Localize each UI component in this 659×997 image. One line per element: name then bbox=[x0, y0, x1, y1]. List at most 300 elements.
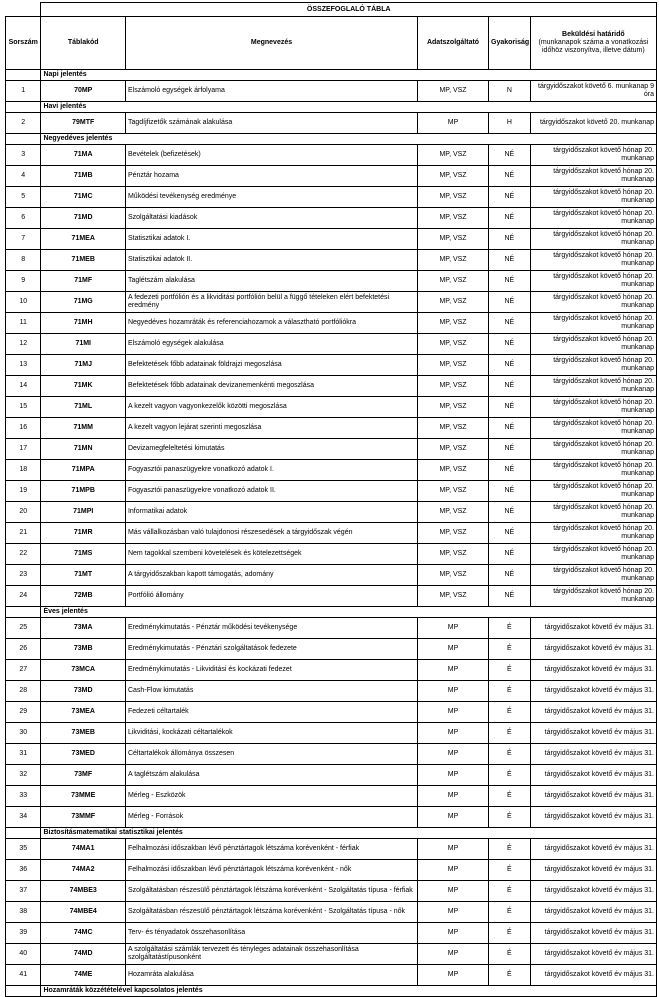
section-title: Havi jelentés bbox=[41, 102, 657, 113]
table-row bbox=[6, 271, 657, 292]
cell-tablakod: 74MD bbox=[41, 944, 126, 965]
cell-gyakorisag: É bbox=[489, 765, 531, 786]
cell-gyakorisag: NÉ bbox=[489, 523, 531, 544]
cell-hatarido: tárgyidőszakot követő hónap 20. munkanap bbox=[530, 439, 656, 460]
cell-hatarido: tárgyidőszakot követő hónap 20. munkanap bbox=[530, 292, 656, 313]
table-row bbox=[6, 923, 657, 944]
cell-adatszolgaltato: MP, VSZ bbox=[418, 481, 489, 502]
cell-sorszam: 26 bbox=[6, 639, 41, 660]
cell-gyakorisag: N bbox=[489, 81, 531, 102]
section-blank-cell bbox=[6, 70, 41, 81]
cell-adatszolgaltato: MP, VSZ bbox=[418, 439, 489, 460]
section-header-row bbox=[6, 134, 657, 145]
table-row bbox=[6, 229, 657, 250]
cell-gyakorisag: NÉ bbox=[489, 145, 531, 166]
cell-gyakorisag: NÉ bbox=[489, 166, 531, 187]
table-row bbox=[6, 618, 657, 639]
cell-megnevezes: Eredménykimutatás - Pénztári szolgáltatások fedezete bbox=[125, 639, 417, 660]
cell-gyakorisag: NÉ bbox=[489, 355, 531, 376]
table-row bbox=[6, 902, 657, 923]
cell-gyakorisag: É bbox=[489, 881, 531, 902]
cell-megnevezes: Elszámoló egységek árfolyama bbox=[125, 81, 417, 102]
cell-adatszolgaltato: MP bbox=[418, 807, 489, 828]
cell-sorszam: 7 bbox=[6, 229, 41, 250]
cell-gyakorisag: É bbox=[489, 618, 531, 639]
cell-hatarido: tárgyidőszakot követő hónap 20. munkanap bbox=[530, 418, 656, 439]
cell-hatarido: tárgyidőszakot követő év május 31. bbox=[530, 944, 656, 965]
cell-megnevezes: Terv- és tényadatok összehasonlítása bbox=[125, 923, 417, 944]
cell-tablakod: 79MTF bbox=[41, 113, 126, 134]
cell-adatszolgaltato: MP bbox=[418, 944, 489, 965]
cell-megnevezes: Statisztikai adatok II. bbox=[125, 250, 417, 271]
cell-hatarido: tárgyidőszakot követő hónap 20. munkanap bbox=[530, 229, 656, 250]
cell-tablakod: 73MCA bbox=[41, 660, 126, 681]
cell-megnevezes: Cash-Flow kimutatás bbox=[125, 681, 417, 702]
cell-hatarido: tárgyidőszakot követő év május 31. bbox=[530, 923, 656, 944]
cell-tablakod: 73MEB bbox=[41, 723, 126, 744]
cell-adatszolgaltato: MP bbox=[418, 723, 489, 744]
section-blank-cell bbox=[6, 607, 41, 618]
cell-hatarido: tárgyidőszakot követő hónap 20. munkanap bbox=[530, 376, 656, 397]
table-row bbox=[6, 376, 657, 397]
cell-gyakorisag: NÉ bbox=[489, 187, 531, 208]
cell-adatszolgaltato: MP, VSZ bbox=[418, 586, 489, 607]
cell-gyakorisag: NÉ bbox=[489, 544, 531, 565]
cell-megnevezes: A szolgáltatási számlák tervezett és tényleges adatainak összehasonlítása szolgáltatástípusonként bbox=[125, 944, 417, 965]
cell-megnevezes: Felhalmozási időszakban lévő pénztártagok létszáma korévenként - nők bbox=[125, 860, 417, 881]
cell-sorszam: 35 bbox=[6, 839, 41, 860]
cell-megnevezes: Statisztikai adatok I. bbox=[125, 229, 417, 250]
cell-hatarido: tárgyidőszakot követő hónap 20. munkanap bbox=[530, 271, 656, 292]
cell-megnevezes: A kezelt vagyon lejárat szerinti megoszlása bbox=[125, 418, 417, 439]
table-row bbox=[6, 166, 657, 187]
cell-tablakod: 74MC bbox=[41, 923, 126, 944]
cell-gyakorisag: É bbox=[489, 965, 531, 986]
table-row bbox=[6, 418, 657, 439]
cell-hatarido: tárgyidőszakot követő év május 31. bbox=[530, 702, 656, 723]
cell-hatarido: tárgyidőszakot követő hónap 20. munkanap bbox=[530, 250, 656, 271]
cell-hatarido: tárgyidőszakot követő hónap 20. munkanap bbox=[530, 187, 656, 208]
cell-sorszam: 14 bbox=[6, 376, 41, 397]
section-header-row bbox=[6, 828, 657, 839]
table-row bbox=[6, 965, 657, 986]
table-row bbox=[6, 187, 657, 208]
table-row bbox=[6, 208, 657, 229]
cell-tablakod: 71MT bbox=[41, 565, 126, 586]
cell-tablakod: 73MEA bbox=[41, 702, 126, 723]
section-title: Negyedéves jelentés bbox=[41, 134, 657, 145]
cell-adatszolgaltato: MP, VSZ bbox=[418, 355, 489, 376]
cell-tablakod: 71MS bbox=[41, 544, 126, 565]
cell-megnevezes: Portfólió állomány bbox=[125, 586, 417, 607]
cell-megnevezes: Bevételek (befizetések) bbox=[125, 145, 417, 166]
cell-gyakorisag: NÉ bbox=[489, 565, 531, 586]
cell-adatszolgaltato: MP, VSZ bbox=[418, 502, 489, 523]
cell-megnevezes: A fedezeti portfólión és a likviditási portfólión belül a függő tételeken elért befektetési eredmény bbox=[125, 292, 417, 313]
cell-adatszolgaltato: MP, VSZ bbox=[418, 166, 489, 187]
table-row bbox=[6, 765, 657, 786]
cell-megnevezes: Taglétszám alakulása bbox=[125, 271, 417, 292]
table-row bbox=[6, 439, 657, 460]
cell-tablakod: 73MME bbox=[41, 786, 126, 807]
cell-hatarido: tárgyidőszakot követő hónap 20. munkanap bbox=[530, 313, 656, 334]
cell-adatszolgaltato: MP, VSZ bbox=[418, 376, 489, 397]
cell-hatarido: tárgyidőszakot követő hónap 20. munkanap bbox=[530, 397, 656, 418]
table-row bbox=[6, 292, 657, 313]
section-header-row bbox=[6, 102, 657, 113]
cell-tablakod: 74MBE3 bbox=[41, 881, 126, 902]
cell-megnevezes: A tárgyidőszakban kapott támogatás, adomány bbox=[125, 565, 417, 586]
cell-sorszam: 2 bbox=[6, 113, 41, 134]
cell-gyakorisag: H bbox=[489, 113, 531, 134]
cell-gyakorisag: NÉ bbox=[489, 502, 531, 523]
cell-adatszolgaltato: MP bbox=[418, 681, 489, 702]
cell-sorszam: 6 bbox=[6, 208, 41, 229]
table-row bbox=[6, 544, 657, 565]
cell-adatszolgaltato: MP, VSZ bbox=[418, 292, 489, 313]
cell-sorszam: 17 bbox=[6, 439, 41, 460]
cell-sorszam: 8 bbox=[6, 250, 41, 271]
cell-adatszolgaltato: MP bbox=[418, 660, 489, 681]
cell-hatarido: tárgyidőszakot követő év május 31. bbox=[530, 681, 656, 702]
cell-gyakorisag: NÉ bbox=[489, 586, 531, 607]
cell-tablakod: 73MF bbox=[41, 765, 126, 786]
cell-hatarido: tárgyidőszakot követő év május 31. bbox=[530, 860, 656, 881]
cell-hatarido: tárgyidőszakot követő év május 31. bbox=[530, 839, 656, 860]
cell-tablakod: 71MI bbox=[41, 334, 126, 355]
section-header-row bbox=[6, 607, 657, 618]
cell-sorszam: 20 bbox=[6, 502, 41, 523]
cell-gyakorisag: É bbox=[489, 786, 531, 807]
cell-adatszolgaltato: MP, VSZ bbox=[418, 229, 489, 250]
cell-sorszam: 21 bbox=[6, 523, 41, 544]
cell-hatarido: tárgyidőszakot követő év május 31. bbox=[530, 744, 656, 765]
cell-hatarido: tárgyidőszakot követő év május 31. bbox=[530, 723, 656, 744]
section-title: Napi jelentés bbox=[41, 70, 657, 81]
cell-tablakod: 73MD bbox=[41, 681, 126, 702]
cell-gyakorisag: NÉ bbox=[489, 313, 531, 334]
cell-adatszolgaltato: MP, VSZ bbox=[418, 397, 489, 418]
cell-sorszam: 39 bbox=[6, 923, 41, 944]
cell-sorszam: 40 bbox=[6, 944, 41, 965]
cell-hatarido: tárgyidőszakot követő év május 31. bbox=[530, 786, 656, 807]
table-row bbox=[6, 481, 657, 502]
cell-sorszam: 33 bbox=[6, 786, 41, 807]
cell-gyakorisag: NÉ bbox=[489, 229, 531, 250]
cell-tablakod: 71MB bbox=[41, 166, 126, 187]
cell-gyakorisag: É bbox=[489, 723, 531, 744]
cell-sorszam: 11 bbox=[6, 313, 41, 334]
cell-tablakod: 71MK bbox=[41, 376, 126, 397]
cell-sorszam: 23 bbox=[6, 565, 41, 586]
header-gyakorisag: Gyakoriság bbox=[489, 17, 531, 70]
cell-adatszolgaltato: MP, VSZ bbox=[418, 565, 489, 586]
cell-tablakod: 71MJ bbox=[41, 355, 126, 376]
cell-gyakorisag: NÉ bbox=[489, 481, 531, 502]
cell-tablakod: 71MPI bbox=[41, 502, 126, 523]
cell-hatarido: tárgyidőszakot követő év május 31. bbox=[530, 618, 656, 639]
cell-megnevezes: Devizamegfeleltetési kimutatás bbox=[125, 439, 417, 460]
cell-gyakorisag: NÉ bbox=[489, 292, 531, 313]
cell-tablakod: 74MA1 bbox=[41, 839, 126, 860]
cell-tablakod: 72MB bbox=[41, 586, 126, 607]
cell-sorszam: 10 bbox=[6, 292, 41, 313]
cell-adatszolgaltato: MP, VSZ bbox=[418, 460, 489, 481]
cell-megnevezes: Nem tagokkal szembeni követelések és kötelezettségek bbox=[125, 544, 417, 565]
cell-megnevezes: Eredménykimutatás - Pénztár működési tevékenysége bbox=[125, 618, 417, 639]
table-row bbox=[6, 881, 657, 902]
header-bekuldesi-title: Beküldési határidő bbox=[562, 31, 625, 38]
cell-gyakorisag: É bbox=[489, 923, 531, 944]
table-row bbox=[6, 145, 657, 166]
cell-adatszolgaltato: MP, VSZ bbox=[418, 313, 489, 334]
cell-gyakorisag: É bbox=[489, 744, 531, 765]
cell-megnevezes: Felhalmozási időszakban lévő pénztártagok létszáma korévenként - férfiak bbox=[125, 839, 417, 860]
cell-tablakod: 71MA bbox=[41, 145, 126, 166]
cell-megnevezes: Más vállalkozásban való tulajdonosi részesedések a tárgyidőszak végén bbox=[125, 523, 417, 544]
header-bekuldesi bbox=[530, 17, 656, 70]
header-tablakod: Táblakód bbox=[41, 17, 126, 70]
header-bekuldesi-sub: (munkanapok száma a vonatkozási időhöz viszonyítva, illetve dátum) bbox=[538, 39, 649, 54]
section-blank-cell bbox=[6, 134, 41, 145]
cell-tablakod: 71MM bbox=[41, 418, 126, 439]
table-row bbox=[6, 523, 657, 544]
cell-gyakorisag: NÉ bbox=[489, 334, 531, 355]
cell-sorszam: 5 bbox=[6, 187, 41, 208]
cell-hatarido: tárgyidőszakot követő év május 31. bbox=[530, 965, 656, 986]
cell-tablakod: 71MR bbox=[41, 523, 126, 544]
section-header-row bbox=[6, 986, 657, 997]
cell-sorszam: 19 bbox=[6, 481, 41, 502]
cell-sorszam: 13 bbox=[6, 355, 41, 376]
cell-megnevezes: Céltartalékok állománya összesen bbox=[125, 744, 417, 765]
table-row bbox=[6, 660, 657, 681]
header-megnevezes: Megnevezés bbox=[125, 17, 417, 70]
cell-adatszolgaltato: MP, VSZ bbox=[418, 187, 489, 208]
header-adatszolgaltato: Adatszolgáltató bbox=[418, 17, 489, 70]
cell-adatszolgaltato: MP bbox=[418, 881, 489, 902]
cell-sorszam: 15 bbox=[6, 397, 41, 418]
cell-tablakod: 71MEA bbox=[41, 229, 126, 250]
cell-gyakorisag: NÉ bbox=[489, 271, 531, 292]
cell-adatszolgaltato: MP bbox=[418, 765, 489, 786]
table-row bbox=[6, 334, 657, 355]
cell-adatszolgaltato: MP, VSZ bbox=[418, 250, 489, 271]
table-row bbox=[6, 502, 657, 523]
cell-hatarido: tárgyidőszakot követő 20. munkanap bbox=[530, 113, 656, 134]
cell-adatszolgaltato: MP bbox=[418, 923, 489, 944]
table-row bbox=[6, 81, 657, 102]
table-row bbox=[6, 839, 657, 860]
cell-adatszolgaltato: MP bbox=[418, 618, 489, 639]
cell-tablakod: 74ME bbox=[41, 965, 126, 986]
section-title: Hozamráták közzétételével kapcsolatos jelentés bbox=[41, 986, 657, 997]
cell-megnevezes: Likviditási, kockázati céltartalékok bbox=[125, 723, 417, 744]
section-header-row bbox=[6, 70, 657, 81]
cell-adatszolgaltato: MP bbox=[418, 860, 489, 881]
summary-table bbox=[5, 2, 657, 997]
cell-adatszolgaltato: MP, VSZ bbox=[418, 271, 489, 292]
cell-tablakod: 71MPB bbox=[41, 481, 126, 502]
table-row bbox=[6, 639, 657, 660]
cell-gyakorisag: É bbox=[489, 639, 531, 660]
table-row bbox=[6, 250, 657, 271]
cell-tablakod: 70MP bbox=[41, 81, 126, 102]
cell-megnevezes: Befektetések főbb adatainak földrajzi megoszlása bbox=[125, 355, 417, 376]
cell-megnevezes: Fedezeti céltartalék bbox=[125, 702, 417, 723]
cell-adatszolgaltato: MP bbox=[418, 965, 489, 986]
section-blank-cell bbox=[6, 828, 41, 839]
table-row bbox=[6, 723, 657, 744]
cell-hatarido: tárgyidőszakot követő év május 31. bbox=[530, 660, 656, 681]
cell-gyakorisag: É bbox=[489, 807, 531, 828]
cell-sorszam: 22 bbox=[6, 544, 41, 565]
cell-hatarido: tárgyidőszakot követő hónap 20. munkanap bbox=[530, 334, 656, 355]
cell-hatarido: tárgyidőszakot követő hónap 20. munkanap bbox=[530, 166, 656, 187]
cell-sorszam: 31 bbox=[6, 744, 41, 765]
section-title: Éves jelentés bbox=[41, 607, 657, 618]
cell-hatarido: tárgyidőszakot követő év május 31. bbox=[530, 765, 656, 786]
cell-tablakod: 71ML bbox=[41, 397, 126, 418]
cell-gyakorisag: É bbox=[489, 902, 531, 923]
table-row bbox=[6, 355, 657, 376]
cell-tablakod: 71MEB bbox=[41, 250, 126, 271]
cell-adatszolgaltato: MP bbox=[418, 113, 489, 134]
cell-gyakorisag: É bbox=[489, 860, 531, 881]
cell-megnevezes: Szolgáltatásban részesülő pénztártagok létszáma korévenként - Szolgáltatás típusa - férfiak bbox=[125, 881, 417, 902]
cell-megnevezes: Tagdíjfizetők számának alakulása bbox=[125, 113, 417, 134]
cell-sorszam: 9 bbox=[6, 271, 41, 292]
cell-adatszolgaltato: MP bbox=[418, 839, 489, 860]
table-row bbox=[6, 786, 657, 807]
cell-sorszam: 27 bbox=[6, 660, 41, 681]
cell-megnevezes: Mérleg - Források bbox=[125, 807, 417, 828]
cell-sorszam: 24 bbox=[6, 586, 41, 607]
cell-sorszam: 32 bbox=[6, 765, 41, 786]
cell-gyakorisag: É bbox=[489, 944, 531, 965]
cell-gyakorisag: É bbox=[489, 702, 531, 723]
table-row bbox=[6, 460, 657, 481]
cell-sorszam: 38 bbox=[6, 902, 41, 923]
section-blank-cell bbox=[6, 102, 41, 113]
cell-adatszolgaltato: MP bbox=[418, 639, 489, 660]
header-sorszam: Sorszám bbox=[6, 17, 41, 70]
cell-sorszam: 29 bbox=[6, 702, 41, 723]
cell-gyakorisag: NÉ bbox=[489, 376, 531, 397]
table-row bbox=[6, 586, 657, 607]
cell-megnevezes: Fogyasztói panaszügyekre vonatkozó adatok II. bbox=[125, 481, 417, 502]
cell-sorszam: 34 bbox=[6, 807, 41, 828]
cell-hatarido: tárgyidőszakot követő év május 31. bbox=[530, 807, 656, 828]
cell-tablakod: 73MB bbox=[41, 639, 126, 660]
cell-hatarido: tárgyidőszakot követő hónap 20. munkanap bbox=[530, 460, 656, 481]
cell-sorszam: 41 bbox=[6, 965, 41, 986]
cell-megnevezes: Negyedéves hozamráták és referenciahozamok a választható portfóliókra bbox=[125, 313, 417, 334]
cell-gyakorisag: NÉ bbox=[489, 460, 531, 481]
cell-gyakorisag: NÉ bbox=[489, 250, 531, 271]
table-row bbox=[6, 807, 657, 828]
cell-hatarido: tárgyidőszakot követő hónap 20. munkanap bbox=[530, 565, 656, 586]
cell-hatarido: tárgyidőszakot követő hónap 20. munkanap bbox=[530, 523, 656, 544]
cell-hatarido: tárgyidőszakot követő 6. munkanap 9 óra bbox=[530, 81, 656, 102]
cell-hatarido: tárgyidőszakot követő hónap 20. munkanap bbox=[530, 208, 656, 229]
cell-hatarido: tárgyidőszakot követő hónap 20. munkanap bbox=[530, 502, 656, 523]
cell-tablakod: 71MPA bbox=[41, 460, 126, 481]
section-title: Biztosításmatematikai statisztikai jelentés bbox=[41, 828, 657, 839]
cell-megnevezes: Fogyasztói panaszügyekre vonatkozó adatok I. bbox=[125, 460, 417, 481]
cell-megnevezes: Befektetések főbb adatainak devizanemenkénti megoszlása bbox=[125, 376, 417, 397]
cell-hatarido: tárgyidőszakot követő hónap 20. munkanap bbox=[530, 355, 656, 376]
cell-adatszolgaltato: MP, VSZ bbox=[418, 544, 489, 565]
cell-sorszam: 18 bbox=[6, 460, 41, 481]
cell-megnevezes: Pénztár hozama bbox=[125, 166, 417, 187]
cell-sorszam: 16 bbox=[6, 418, 41, 439]
cell-hatarido: tárgyidőszakot követő év május 31. bbox=[530, 881, 656, 902]
cell-adatszolgaltato: MP, VSZ bbox=[418, 208, 489, 229]
cell-adatszolgaltato: MP bbox=[418, 902, 489, 923]
cell-adatszolgaltato: MP bbox=[418, 786, 489, 807]
cell-tablakod: 74MA2 bbox=[41, 860, 126, 881]
cell-tablakod: 71MC bbox=[41, 187, 126, 208]
cell-tablakod: 74MBE4 bbox=[41, 902, 126, 923]
cell-sorszam: 25 bbox=[6, 618, 41, 639]
table-row bbox=[6, 113, 657, 134]
section-blank-cell bbox=[6, 986, 41, 997]
cell-sorszam: 36 bbox=[6, 860, 41, 881]
cell-tablakod: 71MD bbox=[41, 208, 126, 229]
table-row bbox=[6, 313, 657, 334]
cell-megnevezes: Informatikai adatok bbox=[125, 502, 417, 523]
cell-gyakorisag: É bbox=[489, 681, 531, 702]
table-row bbox=[6, 860, 657, 881]
cell-sorszam: 12 bbox=[6, 334, 41, 355]
cell-megnevezes: Működési tevékenység eredménye bbox=[125, 187, 417, 208]
cell-tablakod: 73MMF bbox=[41, 807, 126, 828]
cell-adatszolgaltato: MP bbox=[418, 702, 489, 723]
table-row bbox=[6, 397, 657, 418]
cell-megnevezes: A taglétszám alakulása bbox=[125, 765, 417, 786]
table-row bbox=[6, 702, 657, 723]
cell-gyakorisag: NÉ bbox=[489, 397, 531, 418]
cell-megnevezes: Szolgáltatásban részesülő pénztártagok létszáma korévenként - Szolgáltatás típusa - nők bbox=[125, 902, 417, 923]
table-row bbox=[6, 944, 657, 965]
cell-hatarido: tárgyidőszakot követő hónap 20. munkanap bbox=[530, 586, 656, 607]
cell-tablakod: 73MA bbox=[41, 618, 126, 639]
cell-hatarido: tárgyidőszakot követő év május 31. bbox=[530, 902, 656, 923]
table-title: ÖSSZEFOGLALÓ TÁBLA bbox=[41, 3, 657, 17]
cell-sorszam: 1 bbox=[6, 81, 41, 102]
cell-gyakorisag: NÉ bbox=[489, 418, 531, 439]
cell-tablakod: 71MN bbox=[41, 439, 126, 460]
cell-tablakod: 71MF bbox=[41, 271, 126, 292]
cell-megnevezes: Elszámoló egységek alakulása bbox=[125, 334, 417, 355]
cell-tablakod: 71MH bbox=[41, 313, 126, 334]
cell-megnevezes: Hozamráta alakulása bbox=[125, 965, 417, 986]
cell-megnevezes: Szolgáltatási kiadások bbox=[125, 208, 417, 229]
cell-sorszam: 28 bbox=[6, 681, 41, 702]
cell-megnevezes: Eredménykimutatás - Likviditási és kockázati fedezet bbox=[125, 660, 417, 681]
cell-gyakorisag: NÉ bbox=[489, 439, 531, 460]
cell-sorszam: 4 bbox=[6, 166, 41, 187]
cell-adatszolgaltato: MP, VSZ bbox=[418, 523, 489, 544]
cell-adatszolgaltato: MP, VSZ bbox=[418, 81, 489, 102]
cell-adatszolgaltato: MP, VSZ bbox=[418, 418, 489, 439]
cell-megnevezes: Mérleg - Eszközök bbox=[125, 786, 417, 807]
cell-gyakorisag: É bbox=[489, 839, 531, 860]
cell-sorszam: 30 bbox=[6, 723, 41, 744]
table-row bbox=[6, 681, 657, 702]
cell-hatarido: tárgyidőszakot követő hónap 20. munkanap bbox=[530, 481, 656, 502]
